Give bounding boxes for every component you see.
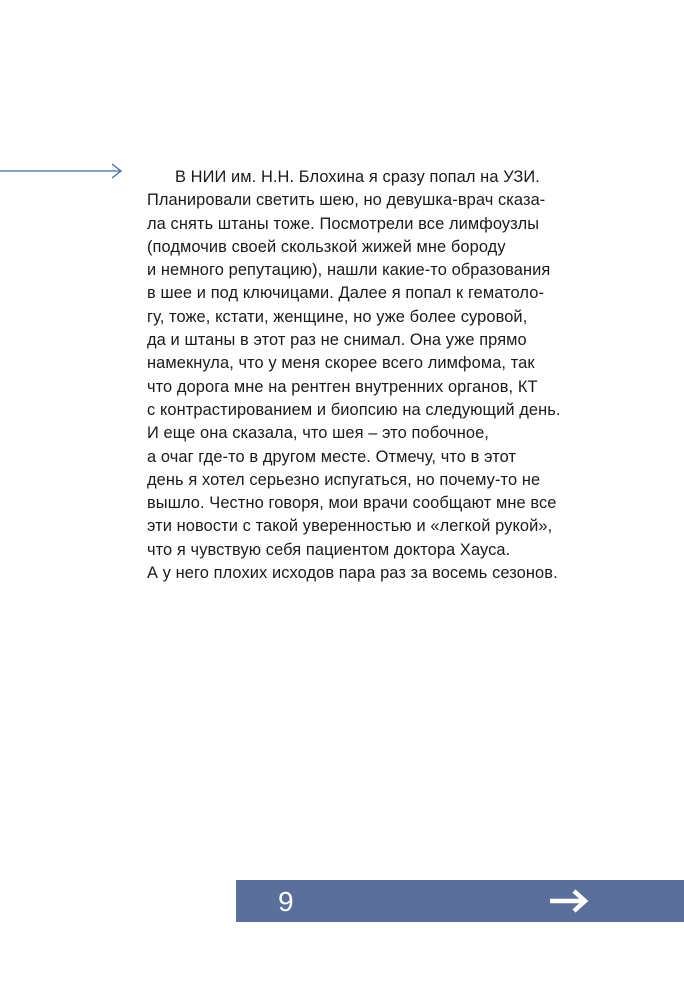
text-line: что я чувствую себя пациентом доктора Хауса. [147,540,511,559]
text-line: да и штаны в этот раз не снимал. Она уже прямо [147,331,527,350]
arrow-right-bold-icon[interactable] [548,888,590,914]
text-line: гу, тоже, кстати, женщине, но уже более суровой, [147,307,528,326]
arrow-right-thin-icon [0,161,124,181]
text-line: вышло. Честно говоря, мои врачи сообщают мне все [147,494,557,513]
text-line: эти новости с такой уверенностью и «легкой рукой», [147,517,553,536]
text-line: А у него плохих исходов пара раз за восемь сезонов. [147,564,558,583]
text-line: И еще она сказала, что шея – это побочное, [147,424,489,443]
text-line: а очаг где-то в другом месте. Отмечу, что в этот [147,447,517,466]
text-line: что дорога мне на рентген внутренних органов, КТ [147,377,538,396]
text-line: в шее и под ключицами. Далее я попал к гематоло- [147,284,545,303]
text-line: Планировали светить шею, но девушка-врач сказа- [147,191,546,210]
text-line: В НИИ им. Н.Н. Блохина я сразу попал на УЗИ. [175,168,540,186]
page-number: 9 [278,886,294,917]
text-line: ла снять штаны тоже. Посмотрели все лимфоузлы [147,214,540,233]
text-line: (подмочив своей скользкой жижей мне бороду [147,237,506,256]
body-paragraph [147,166,602,585]
text-line: день я хотел серьезно испугаться, но почему-то не [147,470,541,489]
text-line: и немного репутацию), нашли какие-то образования [147,261,551,280]
text-line: с контрастированием и биопсию на следующий день. [147,400,561,419]
page-footer-bar [236,880,684,922]
text-line: намекнула, что у меня скорее всего лимфома, так [147,354,535,373]
